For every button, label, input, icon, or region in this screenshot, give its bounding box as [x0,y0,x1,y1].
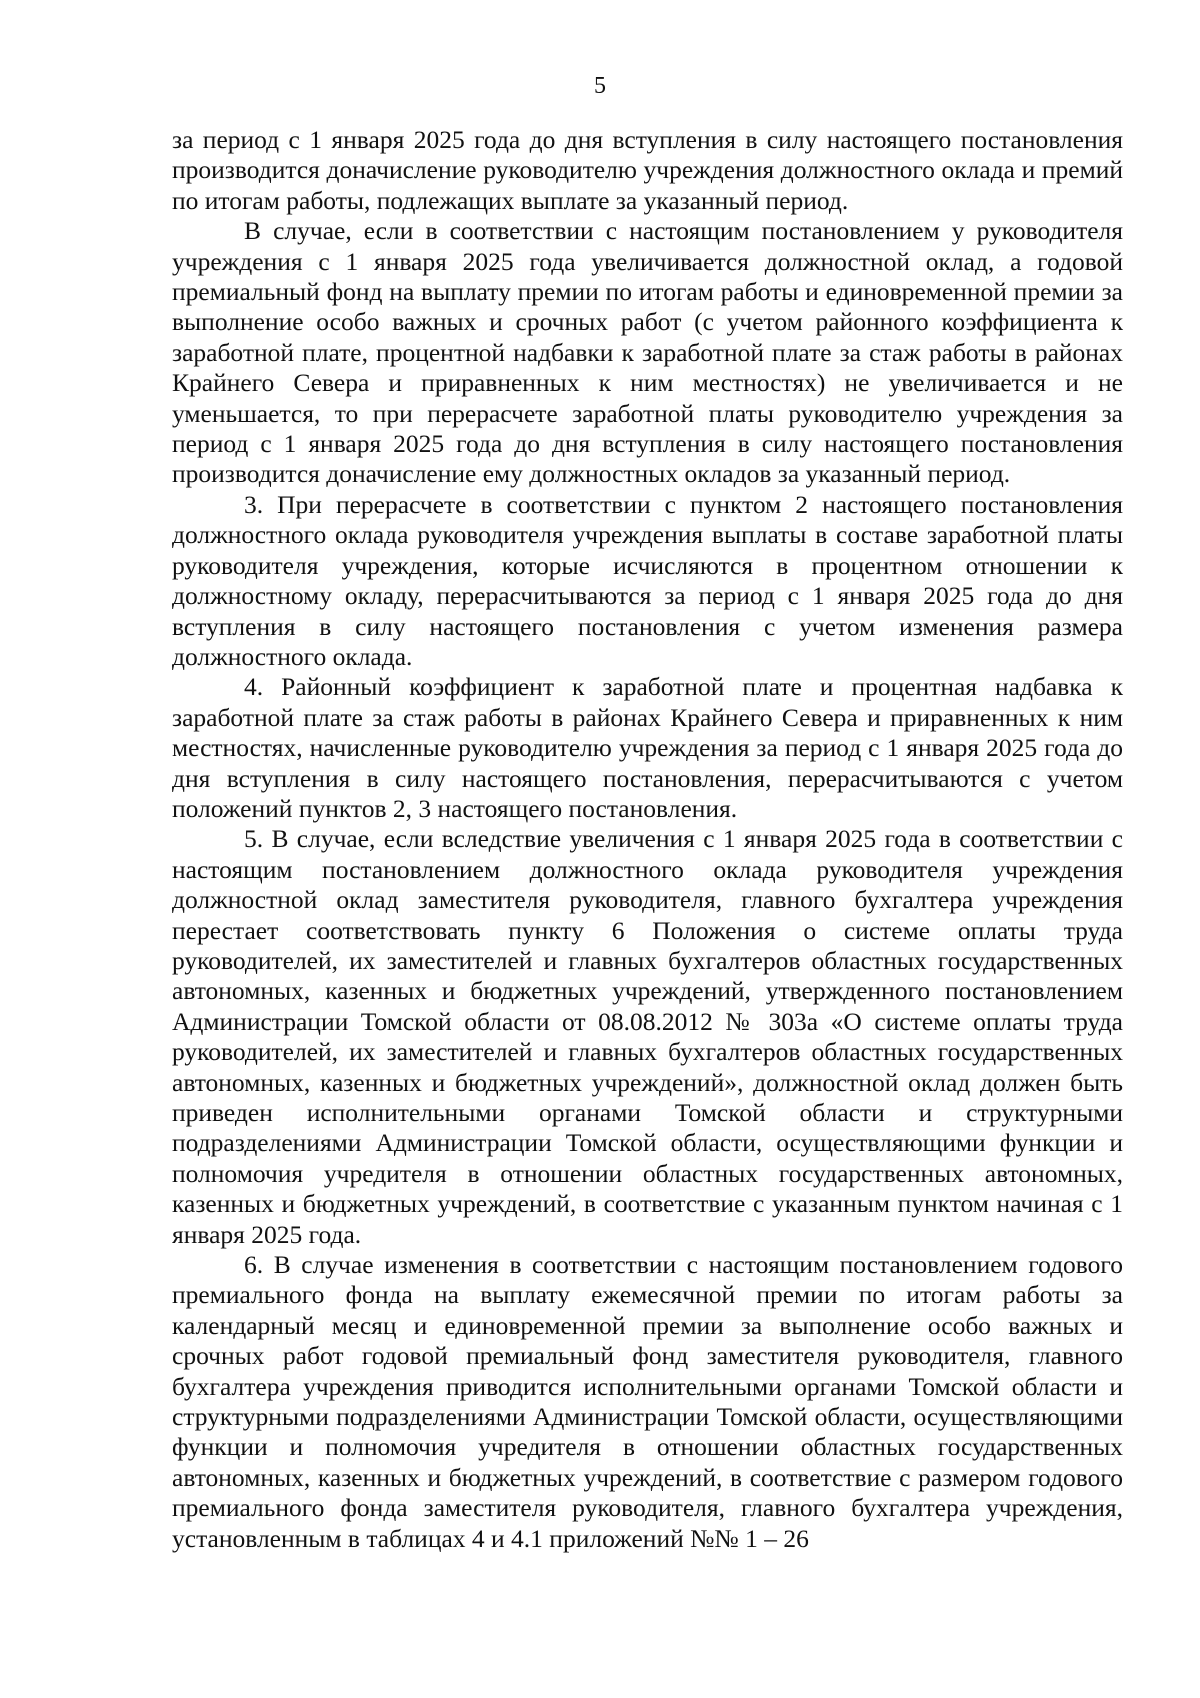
paragraph-3: 3. При перерасчете в соответствии с пунктом 2 настоящего постановления должностного оклада руководителя учреждения выплаты в составе заработной платы руководителя учреждения, которые исчисляются в процентном отношении к должностному окладу, перерасчитываются за период с 1 января 2025 года до дня вступления в силу настоящего постановления с учетом изменения размера должностного оклада. [172,489,1123,671]
paragraph-2-cont: В случае, если в соответствии с настоящим постановлением у руководителя учреждения с 1 января 2025 года увеличивается должностной оклад, а годовой премиальный фонд на выплату премии по итогам работы и единовременной премии за выполнение особо важных и срочных работ (с учетом районного коэффициента к заработной плате, процентной надбавки к заработной плате за стаж работы в районах Крайнего Севера и приравненных к ним местностях) не увеличивается и не уменьшается, то при перерасчете заработной платы руководителю учреждения за период с 1 января 2025 года до дня вступления в силу настоящего постановления производится доначисление ему должностных окладов за указанный период. [172,216,1123,489]
paragraph-5: 5. В случае, если вследствие увеличения с 1 января 2025 года в соответствии с настоящим постановлением должностного оклада руководителя учреждения должностной оклад заместителя руководителя, главного бухгалтера учреждения перестает соответствовать пункту 6 Положения о системе оплаты труда руководителей, их заместителей и главных бухгалтеров областных государственных автономных, казенных и бюджетных учреждений, утвержденного постановлением Администрации Томской области от 08.08.2012 № 303а «О системе оплаты труда руководителей, их заместителей и главных бухгалтеров областных государственных автономных, казенных и бюджетных учреждений», должностной оклад должен быть приведен исполнительными органами Томской области и структурными подразделениями Администрации Томской области, осуществляющими функции и полномочия учредителя в отношении областных государственных автономных, казенных и бюджетных учреждений, в соответствие с указанным пунктом начиная с 1 января 2025 года. [172,824,1123,1249]
paragraph-continuation: за период с 1 января 2025 года до дня вступления в силу настоящего постановления производится доначисление руководителю учреждения должностного оклада и премий по итогам работы, подлежащих выплате за указанный период. [172,125,1123,215]
page-number: 5 [594,73,606,99]
paragraph-6: 6. В случае изменения в соответствии с настоящим постановлением годового премиального фонда на выплату ежемесячной премии по итогам работы за календарный месяц и единовременной премии за выполнение особо важных и срочных работ годовой премиальный фонд заместителя руководителя, главного бухгалтера учреждения приводится исполнительными органами Томской области и структурными подразделениями Администрации Томской области, осуществляющими функции и полномочия учредителя в отношении областных государственных автономных, казенных и бюджетных учреждений, в соответствие с размером годового премиального фонда заместителя руководителя, главного бухгалтера учреждения, установленным в таблицах 4 и 4.1 приложений №№ 1 – 26 [172,1250,1123,1553]
paragraph-4: 4. Районный коэффициент к заработной плате и процентная надбавка к заработной плате за стаж работы в районах Крайнего Севера и приравненных к ним местностях, начисленные руководителю учреждения за период с 1 января 2025 года до дня вступления в силу настоящего постановления, перерасчитываются с учетом положений пунктов 2, 3 настоящего постановления. [172,672,1123,823]
document-body [172,125,1123,1554]
